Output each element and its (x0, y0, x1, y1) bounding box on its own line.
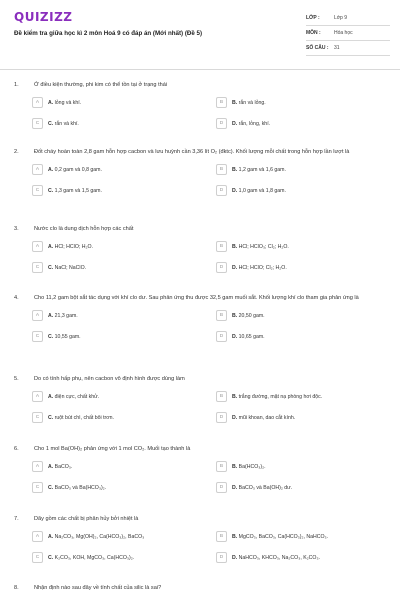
option-text (232, 313, 265, 319)
option-prefix: B. (232, 312, 238, 319)
option-letter-box: A (32, 241, 43, 252)
meta-key: LỚP : (306, 15, 320, 21)
option-letter-box: B (216, 310, 227, 321)
answer-option-b[interactable] (216, 164, 400, 176)
option-letter-box: B (216, 391, 227, 402)
option-prefix: D. (232, 414, 238, 421)
option-text (48, 394, 99, 400)
option-prefix: D. (232, 187, 238, 194)
option-letter-box: A (32, 97, 43, 108)
page-title: Đề kiểm tra giữa học kì 2 môn Hoá 9 có đáp án (Mới nhất) (Đề 5) (14, 30, 203, 37)
question-block (0, 446, 400, 494)
option-text (48, 100, 81, 106)
option-prefix: A. (48, 99, 54, 106)
option-text (48, 121, 79, 127)
option-letter-box: B (216, 531, 227, 542)
option-body: 20,50 gam. (238, 312, 265, 319)
answer-option-d[interactable] (216, 118, 400, 130)
meta-row-question-count (306, 41, 390, 56)
option-body: 0,2 gam và 0,8 gam. (54, 166, 102, 173)
question-number: 2. (14, 149, 19, 155)
option-prefix: B. (232, 243, 238, 250)
option-letter-box: C (32, 262, 43, 273)
answer-option-c[interactable] (32, 331, 216, 343)
answer-options (0, 531, 400, 564)
answer-option-d[interactable] (216, 331, 400, 343)
question-text: Nhận định nào sau đây về tính chất của silic là sai? (34, 585, 162, 591)
option-body: điện cực, chất khử. (54, 393, 100, 400)
option-text (232, 265, 287, 271)
option-prefix: D. (232, 120, 238, 127)
option-letter-box: D (216, 412, 227, 423)
option-body: BaCO₃ và Ba(OH)₂ dư. (238, 484, 293, 491)
answer-option-d[interactable] (216, 482, 400, 494)
option-body: HCl; HClO₃; Cl₂; H₂O. (238, 243, 289, 250)
question-text: Cho 11,2 gam bột sắt tác dụng với khí clo dư. Sau phản ứng thu được 32,5 gam muối sắt. Khối lượng khí clo tham gia phản ứng là (34, 295, 359, 301)
option-text (232, 555, 320, 561)
meta-value: 31 (334, 45, 340, 51)
answer-options (0, 97, 400, 130)
option-letter-box: A (32, 164, 43, 175)
option-prefix: A. (48, 312, 54, 319)
option-letter-box: A (32, 391, 43, 402)
option-text (48, 415, 114, 421)
option-letter-box: A (32, 310, 43, 321)
meta-row-subject (306, 26, 390, 41)
question-number: 4. (14, 295, 19, 301)
option-prefix: D. (232, 554, 238, 561)
option-body: MgCO₃, BaCO₃, Ca(HCO₃)₂, NaHCO₃. (238, 533, 329, 540)
option-body: ruột bút chì, chất bôi trơn. (54, 414, 114, 421)
answer-option-b[interactable] (216, 461, 400, 473)
option-prefix: B. (232, 533, 238, 540)
option-prefix: B. (232, 393, 238, 400)
question-number: 5. (14, 376, 19, 382)
answer-option-d[interactable] (216, 185, 400, 197)
question-block (0, 516, 400, 564)
answer-option-a[interactable] (32, 461, 216, 473)
option-letter-box: B (216, 461, 227, 472)
option-letter-box: D (216, 482, 227, 493)
option-prefix: A. (48, 533, 54, 540)
worksheet-header (0, 0, 400, 70)
answer-option-c[interactable] (32, 118, 216, 130)
question-block (0, 149, 400, 197)
option-letter-box: C (32, 482, 43, 493)
option-text (48, 485, 106, 491)
option-prefix: D. (232, 264, 238, 271)
answer-option-b[interactable] (216, 97, 400, 109)
answer-option-a[interactable] (32, 531, 216, 543)
option-body: rắn, lỏng, khí. (238, 120, 271, 127)
question-text: Nước clo là dung dịch hỗn hợp các chất (34, 226, 134, 232)
meta-value: Hóa học (334, 30, 353, 36)
option-text (48, 555, 134, 561)
option-text (232, 534, 328, 540)
answer-option-c[interactable] (32, 482, 216, 494)
answer-option-a[interactable] (32, 391, 216, 403)
option-prefix: B. (232, 166, 238, 173)
answer-option-c[interactable] (32, 552, 216, 564)
option-prefix: A. (48, 393, 54, 400)
option-prefix: D. (232, 484, 238, 491)
option-letter-box: C (32, 331, 43, 342)
option-letter-box: D (216, 552, 227, 563)
option-body: Na₂CO₃, Mg(OH)₂, Ca(HCO₃)₂, BaCO₃ (54, 533, 145, 540)
option-prefix: B. (232, 99, 238, 106)
option-text (232, 188, 286, 194)
option-body: K₂CO₃, KOH, MgCO₃, Ca(HCO₃)₂. (54, 554, 135, 561)
answer-option-d[interactable] (216, 412, 400, 424)
option-body: rắn và khí. (54, 120, 79, 127)
question-number: 7. (14, 516, 19, 522)
option-prefix: A. (48, 463, 54, 470)
option-text (232, 334, 265, 340)
answer-option-d[interactable] (216, 262, 400, 274)
option-body: NaHCO₃, KHCO₃, Na₂CO₃, K₂CO₃. (238, 554, 321, 561)
option-text (48, 313, 78, 319)
option-prefix: C. (48, 264, 54, 271)
answer-option-b[interactable] (216, 241, 400, 253)
answer-option-b[interactable] (216, 310, 400, 322)
option-body: lỏng và khí. (54, 99, 82, 106)
answer-option-c[interactable] (32, 185, 216, 197)
question-header (0, 295, 400, 303)
meta-value: Lớp 9 (334, 15, 348, 21)
option-prefix: A. (48, 166, 54, 173)
question-block (0, 295, 400, 343)
question-header (0, 376, 400, 384)
option-text (232, 121, 270, 127)
option-body: 1,0 gam và 1,8 gam. (238, 187, 286, 194)
option-prefix: C. (48, 187, 54, 194)
option-text (232, 167, 286, 173)
answer-option-c[interactable] (32, 262, 216, 274)
option-text (232, 485, 292, 491)
option-body: NaCl; NaClO. (54, 264, 87, 271)
option-letter-box: B (216, 164, 227, 175)
option-text (232, 394, 322, 400)
option-prefix: C. (48, 484, 54, 491)
question-block (0, 82, 400, 130)
option-letter-box: D (216, 118, 227, 129)
question-number: 3. (14, 226, 19, 232)
option-letter-box: C (32, 552, 43, 563)
option-letter-box: D (216, 185, 227, 196)
answer-option-b[interactable] (216, 391, 400, 403)
option-body: HCl; HClO; Cl₂; H₂O. (238, 264, 287, 271)
question-number: 8. (14, 585, 19, 591)
meta-row-grade (306, 11, 390, 26)
answer-option-a[interactable] (32, 241, 216, 253)
option-text (48, 244, 93, 250)
answer-options (0, 164, 400, 197)
option-prefix: C. (48, 333, 54, 340)
answer-options (0, 391, 400, 424)
option-letter-box: C (32, 118, 43, 129)
meta-key: SỐ CÂU : (306, 45, 329, 51)
option-letter-box: B (216, 97, 227, 108)
question-header (0, 446, 400, 454)
option-prefix: B. (232, 463, 238, 470)
question-block (0, 376, 400, 424)
option-text (48, 167, 102, 173)
answer-option-a[interactable] (32, 164, 216, 176)
option-text (48, 334, 81, 340)
option-body: 1,2 gam và 1,6 gam. (238, 166, 286, 173)
option-letter-box: A (32, 461, 43, 472)
option-prefix: C. (48, 554, 54, 561)
option-body: HCl; HClO; H₂O. (54, 243, 93, 250)
option-body: Ba(HCO₃)₂. (238, 463, 266, 470)
question-text: Dãy gồm các chất bị phân hủy bởi nhiệt là (34, 516, 139, 522)
question-block (0, 585, 400, 593)
question-header (0, 226, 400, 234)
answer-options (0, 241, 400, 274)
option-body: mũi khoan, dao cắt kính. (238, 414, 296, 421)
option-text (48, 534, 144, 540)
meta-table (306, 11, 390, 56)
option-prefix: A. (48, 243, 54, 250)
option-text (232, 244, 289, 250)
question-header (0, 82, 400, 90)
option-body: 10,55 gam. (54, 333, 81, 340)
option-text (48, 265, 86, 271)
option-prefix: C. (48, 120, 54, 127)
option-body: 1,3 gam và 1,5 gam. (54, 187, 102, 194)
quizizz-logo[interactable]: QUIZIZZ (14, 10, 73, 24)
answer-option-a[interactable] (32, 97, 216, 109)
option-body: 10,65 gam. (238, 333, 265, 340)
question-block (0, 226, 400, 274)
option-body: BaCO₃. (54, 463, 73, 470)
question-text: Do có tính hấp phụ, nên cacbon vô định hình được dùng làm (34, 376, 185, 382)
question-text: Ở điều kiện thường, phi kim có thể tồn tại ở trạng thái (34, 82, 168, 88)
question-header (0, 585, 400, 593)
question-number: 1. (14, 82, 19, 88)
option-text (232, 415, 295, 421)
option-text (232, 464, 266, 470)
option-body: 21,3 gam. (54, 312, 78, 319)
question-text: Đốt cháy hoàn toàn 2,8 gam hỗn hợp cacbon và lưu huỳnh cần 3,36 lít O₂ (đktc). Khối lượng mỗi chất trong hỗn hợp lần lượt là (34, 149, 350, 155)
meta-key: MÔN : (306, 30, 321, 36)
answer-option-a[interactable] (32, 310, 216, 322)
option-letter-box: B (216, 241, 227, 252)
option-body: rắn và lỏng. (238, 99, 266, 106)
option-letter-box: D (216, 262, 227, 273)
question-header (0, 516, 400, 524)
answer-options (0, 310, 400, 343)
option-letter-box: C (32, 185, 43, 196)
option-text (232, 100, 266, 106)
option-text (48, 464, 72, 470)
answer-option-b[interactable] (216, 531, 400, 543)
question-text: Cho 1 mol Ba(OH)₂ phản ứng với 1 mol CO₂. Muối tạo thành là (34, 446, 191, 452)
option-body: trắng đường, mặt nạ phòng hơi độc. (238, 393, 323, 400)
question-header (0, 149, 400, 157)
question-number: 6. (14, 446, 19, 452)
answer-option-d[interactable] (216, 552, 400, 564)
option-body: BaCO₃ và Ba(HCO₃)₂. (54, 484, 107, 491)
option-letter-box: C (32, 412, 43, 423)
option-text (48, 188, 102, 194)
option-prefix: C. (48, 414, 54, 421)
option-letter-box: D (216, 331, 227, 342)
option-prefix: D. (232, 333, 238, 340)
option-letter-box: A (32, 531, 43, 542)
answer-options (0, 461, 400, 494)
answer-option-c[interactable] (32, 412, 216, 424)
